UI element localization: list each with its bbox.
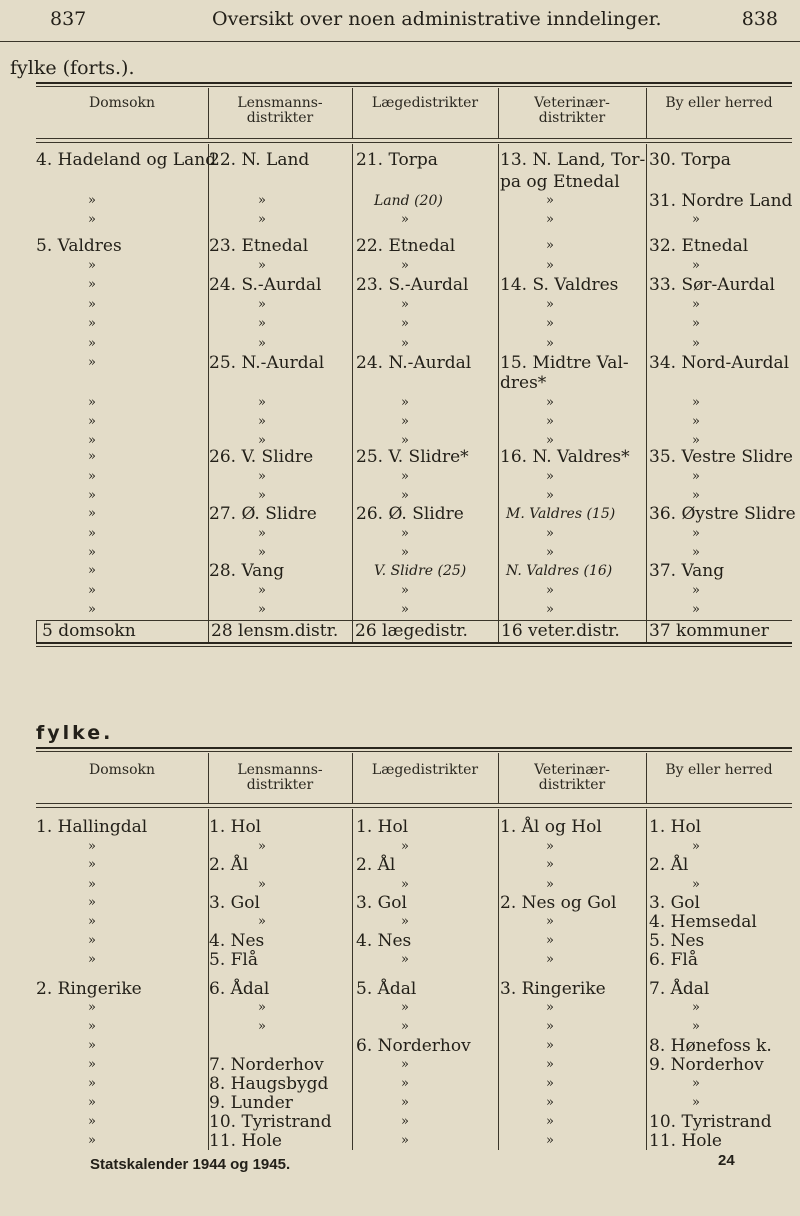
table-cell: 25. N.-Aurdal [209,353,325,373]
totals-column-divider [646,620,647,642]
totals-column-divider [352,620,353,642]
ditto-mark: » [401,545,409,560]
table-cell: 2. Ål [209,855,249,875]
table-cell: V. Slidre (25) [374,563,467,579]
table-cell: M. Valdres (15) [506,506,616,522]
ditto-mark: » [88,277,96,292]
ditto-mark: » [546,839,554,854]
ditto-mark: » [546,526,554,541]
ditto-mark: » [88,193,96,208]
ditto-mark: » [88,1076,96,1091]
ditto-mark: » [88,1095,96,1110]
ditto-mark: » [401,1057,409,1072]
column-header: Veterinær- distrikter [534,95,610,126]
ditto-mark: » [692,1019,700,1034]
column-divider [498,809,499,1150]
ditto-mark: » [546,433,554,448]
table-cell: 34. Nord-Aurdal [649,353,790,373]
ditto-mark: » [546,1057,554,1072]
table-cell: 4. Hemsedal [649,912,757,932]
ditto-mark: » [401,297,409,312]
table-cell: 32. Etnedal [649,236,749,256]
ditto-mark: » [258,526,266,541]
section2-title: fylke. [36,722,114,744]
ditto-mark: » [88,414,96,429]
totals-cell: 5 domsokn [42,621,136,641]
column-header: Domsokn [88,95,156,111]
ditto-mark: » [88,1038,96,1053]
ditto-mark: » [692,414,700,429]
ditto-mark: » [546,1038,554,1053]
ditto-mark: » [401,583,409,598]
column-header: Lægedistrikter [371,762,479,778]
ditto-mark: » [258,433,266,448]
ditto-mark: » [401,1019,409,1034]
column-divider [498,144,499,620]
table-cell: 28. Vang [209,561,285,581]
table-top-rule-thin [36,751,792,752]
totals-column-divider [36,620,37,642]
ditto-mark: » [546,1114,554,1129]
footer-right: 24 [718,1152,735,1169]
ditto-mark: » [258,469,266,484]
ditto-mark: » [692,316,700,331]
ditto-mark: » [258,297,266,312]
ditto-mark: » [546,877,554,892]
ditto-mark: » [88,914,96,929]
ditto-mark: » [401,414,409,429]
column-header: Veterinær- distrikter [534,762,610,793]
table-cell: 8. Hønefoss k. [649,1036,772,1056]
table-cell: 36. Øystre Slidre [649,504,796,524]
ditto-mark: » [546,212,554,227]
ditto-mark: » [88,469,96,484]
table-cell: 3. Gol [209,893,260,913]
ditto-mark: » [258,316,266,331]
ditto-mark: » [88,336,96,351]
ditto-mark: » [546,1133,554,1148]
ditto-mark: » [692,602,700,617]
totals-cell: 28 lensm.distr. [211,621,339,641]
header-bottom-rule-thin [36,142,792,143]
table-cell: 23. Etnedal [209,236,309,256]
table-cell: 7. Norderhov [209,1055,324,1075]
ditto-mark: » [88,506,96,521]
column-header: Lægedistrikter [371,95,479,111]
ditto-mark: » [88,877,96,892]
table-cell: pa og Etnedal [500,172,620,192]
ditto-mark: » [401,877,409,892]
ditto-mark: » [88,297,96,312]
ditto-mark: » [692,336,700,351]
table-cell: 9. Norderhov [649,1055,764,1075]
header-column-divider [646,753,647,803]
ditto-mark: » [546,1076,554,1091]
table-cell: 5. Ådal [356,979,417,999]
table-cell: N. Valdres (16) [506,563,613,579]
ditto-mark: » [692,877,700,892]
ditto-mark: » [546,545,554,560]
column-divider [208,144,209,620]
ditto-mark: » [401,488,409,503]
table-cell: 31. Nordre Land [649,191,793,211]
table-cell: 13. N. Land, Tor- [500,150,646,170]
table-cell: 11. Hole [209,1131,282,1151]
ditto-mark: » [88,526,96,541]
totals-bottom-rule-thin [36,646,792,647]
table-cell: 22. Etnedal [356,236,456,256]
table-cell: 4. Nes [356,931,412,951]
ditto-mark: » [88,1019,96,1034]
table-cell: 5. Valdres [36,236,122,256]
ditto-mark: » [401,526,409,541]
ditto-mark: » [546,297,554,312]
ditto-mark: » [88,488,96,503]
ditto-mark: » [258,212,266,227]
ditto-mark: » [258,545,266,560]
header-bottom-rule-thin [36,807,792,808]
column-header: Domsokn [88,762,156,778]
ditto-mark: » [401,839,409,854]
ditto-mark: » [401,1095,409,1110]
column-divider [352,144,353,620]
ditto-mark: » [258,336,266,351]
ditto-mark: » [546,469,554,484]
ditto-mark: » [88,395,96,410]
header-column-divider [352,753,353,803]
ditto-mark: » [692,1095,700,1110]
table-cell: 6. Norderhov [356,1036,471,1056]
page-number-left: 837 [50,8,87,30]
table-cell: 6. Flå [649,950,698,970]
ditto-mark: » [692,212,700,227]
ditto-mark: » [88,449,96,464]
table-cell: 5. Flå [209,950,258,970]
table-top-rule [36,82,792,84]
ditto-mark: » [401,602,409,617]
ditto-mark: » [546,395,554,410]
table-top-rule [36,747,792,749]
ditto-mark: » [546,1000,554,1015]
totals-cell: 26 lægedistr. [355,621,468,641]
table-cell: 4. Nes [209,931,265,951]
ditto-mark: » [258,1000,266,1015]
ditto-mark: » [401,1076,409,1091]
table-cell: 14. S. Valdres [500,275,619,295]
ditto-mark: » [88,1114,96,1129]
table-cell: 25. V. Slidre* [356,447,469,467]
totals-bottom-rule [36,642,792,644]
table-cell: 1. Hol [209,817,262,837]
ditto-mark: » [88,355,96,370]
ditto-mark: » [692,1076,700,1091]
table-cell: Land (20) [374,193,443,209]
column-header: Lensmanns- distrikter [237,762,323,793]
ditto-mark: » [88,857,96,872]
table-cell: 21. Torpa [356,150,438,170]
ditto-mark: » [546,1095,554,1110]
running-title: Oversikt over noen administrative inndelinger. [212,8,662,30]
ditto-mark: » [88,933,96,948]
ditto-mark: » [88,952,96,967]
footer-left: Statskalender 1944 og 1945. [90,1156,291,1173]
ditto-mark: » [258,193,266,208]
header-bottom-rule [36,803,792,804]
ditto-mark: » [546,914,554,929]
column-header: Lensmanns- distrikter [237,95,323,126]
ditto-mark: » [401,914,409,929]
ditto-mark: » [692,839,700,854]
table-cell: 2. Ringerike [36,979,142,999]
ditto-mark: » [692,469,700,484]
table-cell: 2. Ål [649,855,689,875]
ditto-mark: » [258,1019,266,1034]
ditto-mark: » [88,602,96,617]
ditto-mark: » [401,395,409,410]
table-cell: 7. Ådal [649,979,710,999]
header-rule [0,41,800,42]
table-cell: 24. S.-Aurdal [209,275,322,295]
totals-column-divider [208,620,209,642]
ditto-mark: » [692,583,700,598]
ditto-mark: » [258,914,266,929]
ditto-mark: » [401,316,409,331]
table-cell: 37. Vang [649,561,725,581]
ditto-mark: » [401,258,409,273]
ditto-mark: » [88,1057,96,1072]
ditto-mark: » [258,877,266,892]
ditto-mark: » [692,433,700,448]
page-number-right: 838 [741,8,778,30]
ditto-mark: » [692,1000,700,1015]
ditto-mark: » [88,839,96,854]
ditto-mark: » [401,1114,409,1129]
column-header: By eller herred [665,762,773,778]
ditto-mark: » [401,433,409,448]
table-cell: 16. N. Valdres* [500,447,630,467]
table-cell: 1. Hallingdal [36,817,148,837]
table-cell: 10. Tyristrand [649,1112,772,1132]
ditto-mark: » [258,602,266,617]
ditto-mark: » [258,839,266,854]
ditto-mark: » [546,602,554,617]
table-cell: dres* [500,373,547,393]
ditto-mark: » [88,258,96,273]
table-cell: 3. Gol [356,893,407,913]
table-cell: 11. Hole [649,1131,722,1151]
table-cell: 8. Haugsbygd [209,1074,329,1094]
ditto-mark: » [546,857,554,872]
ditto-mark: » [546,238,554,253]
table-cell: 26. V. Slidre [209,447,314,467]
ditto-mark: » [401,1133,409,1148]
ditto-mark: » [546,933,554,948]
ditto-mark: » [401,952,409,967]
table-cell: 22. N. Land [209,150,310,170]
ditto-mark: » [692,526,700,541]
ditto-mark: » [692,297,700,312]
table-cell: 27. Ø. Slidre [209,504,317,524]
ditto-mark: » [692,258,700,273]
table-cell: 33. Sør-Aurdal [649,275,775,295]
column-divider [352,809,353,1150]
ditto-mark: » [258,414,266,429]
ditto-mark: » [88,212,96,227]
ditto-mark: » [546,258,554,273]
table-cell: 1. Hol [649,817,702,837]
ditto-mark: » [546,336,554,351]
table-cell: 15. Midtre Val- [500,353,629,373]
totals-cell: 37 kommuner [649,621,769,641]
table-cell: 30. Torpa [649,150,731,170]
ditto-mark: » [88,1133,96,1148]
ditto-mark: » [88,895,96,910]
ditto-mark: » [401,1000,409,1015]
table-cell: 4. Hadeland og Land [36,150,217,170]
table-cell: 6. Ådal [209,979,270,999]
table-cell: 10. Tyristrand [209,1112,332,1132]
ditto-mark: » [88,563,96,578]
totals-cell: 16 veter.distr. [501,621,620,641]
table-cell: 9. Lunder [209,1093,293,1113]
table-cell: 26. Ø. Slidre [356,504,464,524]
ditto-mark: » [546,952,554,967]
column-divider [646,144,647,620]
ditto-mark: » [258,488,266,503]
table-cell: 24. N.-Aurdal [356,353,472,373]
ditto-mark: » [88,433,96,448]
table-cell: 3. Ringerike [500,979,606,999]
ditto-mark: » [401,469,409,484]
table-cell: 35. Vestre Slidre [649,447,793,467]
ditto-mark: » [692,395,700,410]
ditto-mark: » [546,414,554,429]
ditto-mark: » [88,316,96,331]
table-cell: 1. Ål og Hol [500,817,602,837]
ditto-mark: » [546,488,554,503]
section1-title: fylke (forts.). [10,57,135,79]
ditto-mark: » [258,258,266,273]
ditto-mark: » [401,336,409,351]
table-cell: 23. S.-Aurdal [356,275,469,295]
ditto-mark: » [258,395,266,410]
ditto-mark: » [88,1000,96,1015]
ditto-mark: » [692,545,700,560]
ditto-mark: » [258,583,266,598]
table-cell: 5. Nes [649,931,705,951]
ditto-mark: » [401,212,409,227]
header-bottom-rule [36,138,792,139]
totals-column-divider [498,620,499,642]
ditto-mark: » [88,545,96,560]
ditto-mark: » [546,193,554,208]
ditto-mark: » [546,316,554,331]
table-cell: 1. Hol [356,817,409,837]
table-cell: 2. Nes og Gol [500,893,617,913]
column-divider [646,809,647,1150]
table-top-rule-thin [36,86,792,87]
table-cell: 3. Gol [649,893,700,913]
ditto-mark: » [88,583,96,598]
ditto-mark: » [692,488,700,503]
ditto-mark: » [546,1019,554,1034]
ditto-mark: » [546,583,554,598]
table-cell: 2. Ål [356,855,396,875]
column-header: By eller herred [665,95,773,111]
